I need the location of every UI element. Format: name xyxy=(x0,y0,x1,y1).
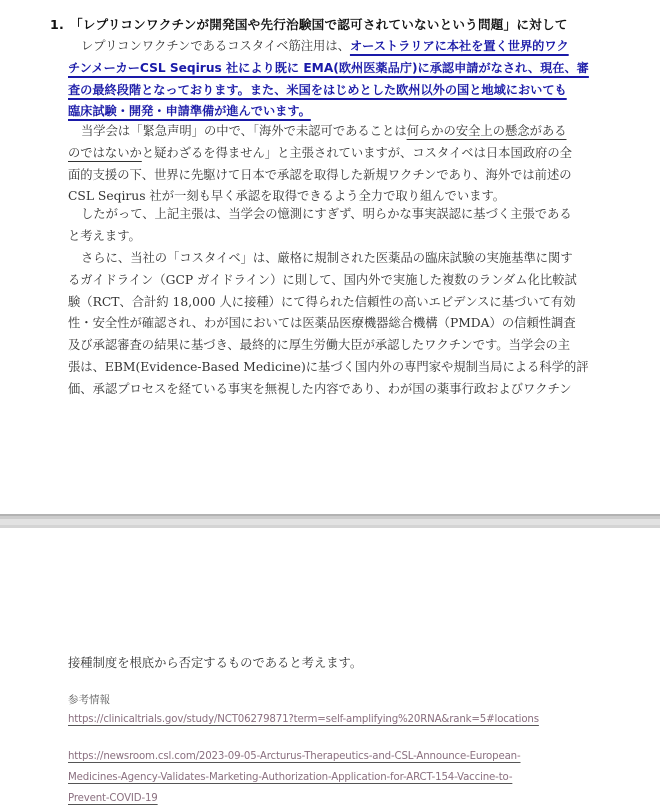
paragraph-line: 及び承認審査の結果に基づき、最終的に厚生労働大臣が承認したワクチンです。当学会の主 xyxy=(68,338,571,353)
reference-link-csl-newsroom[interactable] xyxy=(68,746,521,809)
paragraph-2 xyxy=(68,121,580,208)
underlined-text: 何らかの安全上の懸念がある xyxy=(406,124,567,138)
reference-link-clinicaltrials[interactable] xyxy=(68,709,539,730)
link-line[interactable]: https://newsroom.csl.com/2023-09-05-Arcturus-Therapeutics-and-CSL-Announce-European- xyxy=(68,751,521,762)
paragraph-line: したがって、上記主張は、当学会の憶測にすぎず、明らかな事実誤認に基づく主張である xyxy=(81,207,572,221)
highlighted-text: 臨床試験・開発・申請準備が進んでいます。 xyxy=(68,104,311,119)
highlighted-text: 査の最終段階となっております。また、米国をはじめとした欧州以外の国と地域においても xyxy=(68,82,567,97)
paragraph-line xyxy=(68,36,580,58)
paragraph-line xyxy=(68,101,580,123)
paragraph-line: さらに、当社の「コスタイベ」は、厳格に規制された医薬品の臨床試験の実施基準に関す xyxy=(81,251,573,265)
link-line[interactable]: https://clinicaltrials.gov/study/NCT06279871?term=self-amplifying%20RNA&rank=5#locations xyxy=(68,714,539,725)
paragraph-line: 験（RCT、合計約 18,000 人に接種）にて得られた信頼性の高いエビデンスに基づいて有効 xyxy=(68,294,576,309)
paragraph-line: 価、承認プロセスを経ている事実を無視した内容であり、わが国の薬事行政およびワクチン xyxy=(68,381,572,396)
underlined-text: のではないか xyxy=(68,145,142,160)
section-heading xyxy=(50,14,568,33)
paragraph-line: 性・安全性が確認され、わが国においては医薬品医療機器総合機構（PMDA）の信頼性調査 xyxy=(68,316,576,331)
references-label: 参考情報 xyxy=(68,694,110,706)
paragraph-line xyxy=(68,80,580,102)
plain-text: 当学会は「緊急声明」の中で、「海外で未認可であることは xyxy=(81,124,407,138)
link-line[interactable]: Medicines-Agency-Validates-Marketing-Authorization-Application-for-ARCT-154-Vaccine-to- xyxy=(68,772,513,783)
highlighted-text: オーストラリアに本社を置く世界的ワク xyxy=(349,39,569,53)
highlighted-text: チンメーカーCSL Seqirus 社により既に EMA(欧州医薬品庁)に承認申請がなされ、現在、審 xyxy=(68,60,589,75)
paragraph-line xyxy=(68,121,580,143)
paragraph-4 xyxy=(68,248,589,401)
plain-text: と疑わざるを得ません」と主張されていますが、コスタイベは日本国政府の全 xyxy=(141,145,572,160)
section-number: 1. xyxy=(50,17,64,32)
paragraph-line: 張は、EBM(Evidence-Based Medicine)に基づく国内外の専門家や規制当局による科学的評 xyxy=(68,359,589,374)
paragraph-1 xyxy=(68,36,589,123)
continuation-text: 接種制度を根底から否定するものであると考えます。 xyxy=(68,656,363,670)
page-break-divider xyxy=(0,514,660,528)
document-page-2 xyxy=(0,528,660,809)
paragraph-line: と考えます。 xyxy=(68,228,141,243)
paragraph-line xyxy=(68,143,580,165)
paragraph-3 xyxy=(68,204,580,248)
paragraph-line: るガイドライン（GCP ガイドライン）に則して、国内外で実施した複数のランダム化比較試 xyxy=(68,272,577,287)
plain-text: レプリコンワクチンであるコスタイベ筋注用は、 xyxy=(81,39,350,53)
paragraph-line: CSL Seqirus 社が一刻も早く承認を取得できるよう全力で取り組んでいます。 xyxy=(68,189,506,204)
section-title: 「レプリコンワクチンが開発国や先行治験国で認可されていないという問題」に対して xyxy=(69,17,568,32)
paragraph-line: 面的支援の下、世界に先駆けて日本で承認を取得した新規ワクチンであり、海外では前述の xyxy=(68,167,572,182)
paragraph-line xyxy=(68,58,589,80)
link-line[interactable]: Prevent-COVID-19 xyxy=(68,793,158,804)
